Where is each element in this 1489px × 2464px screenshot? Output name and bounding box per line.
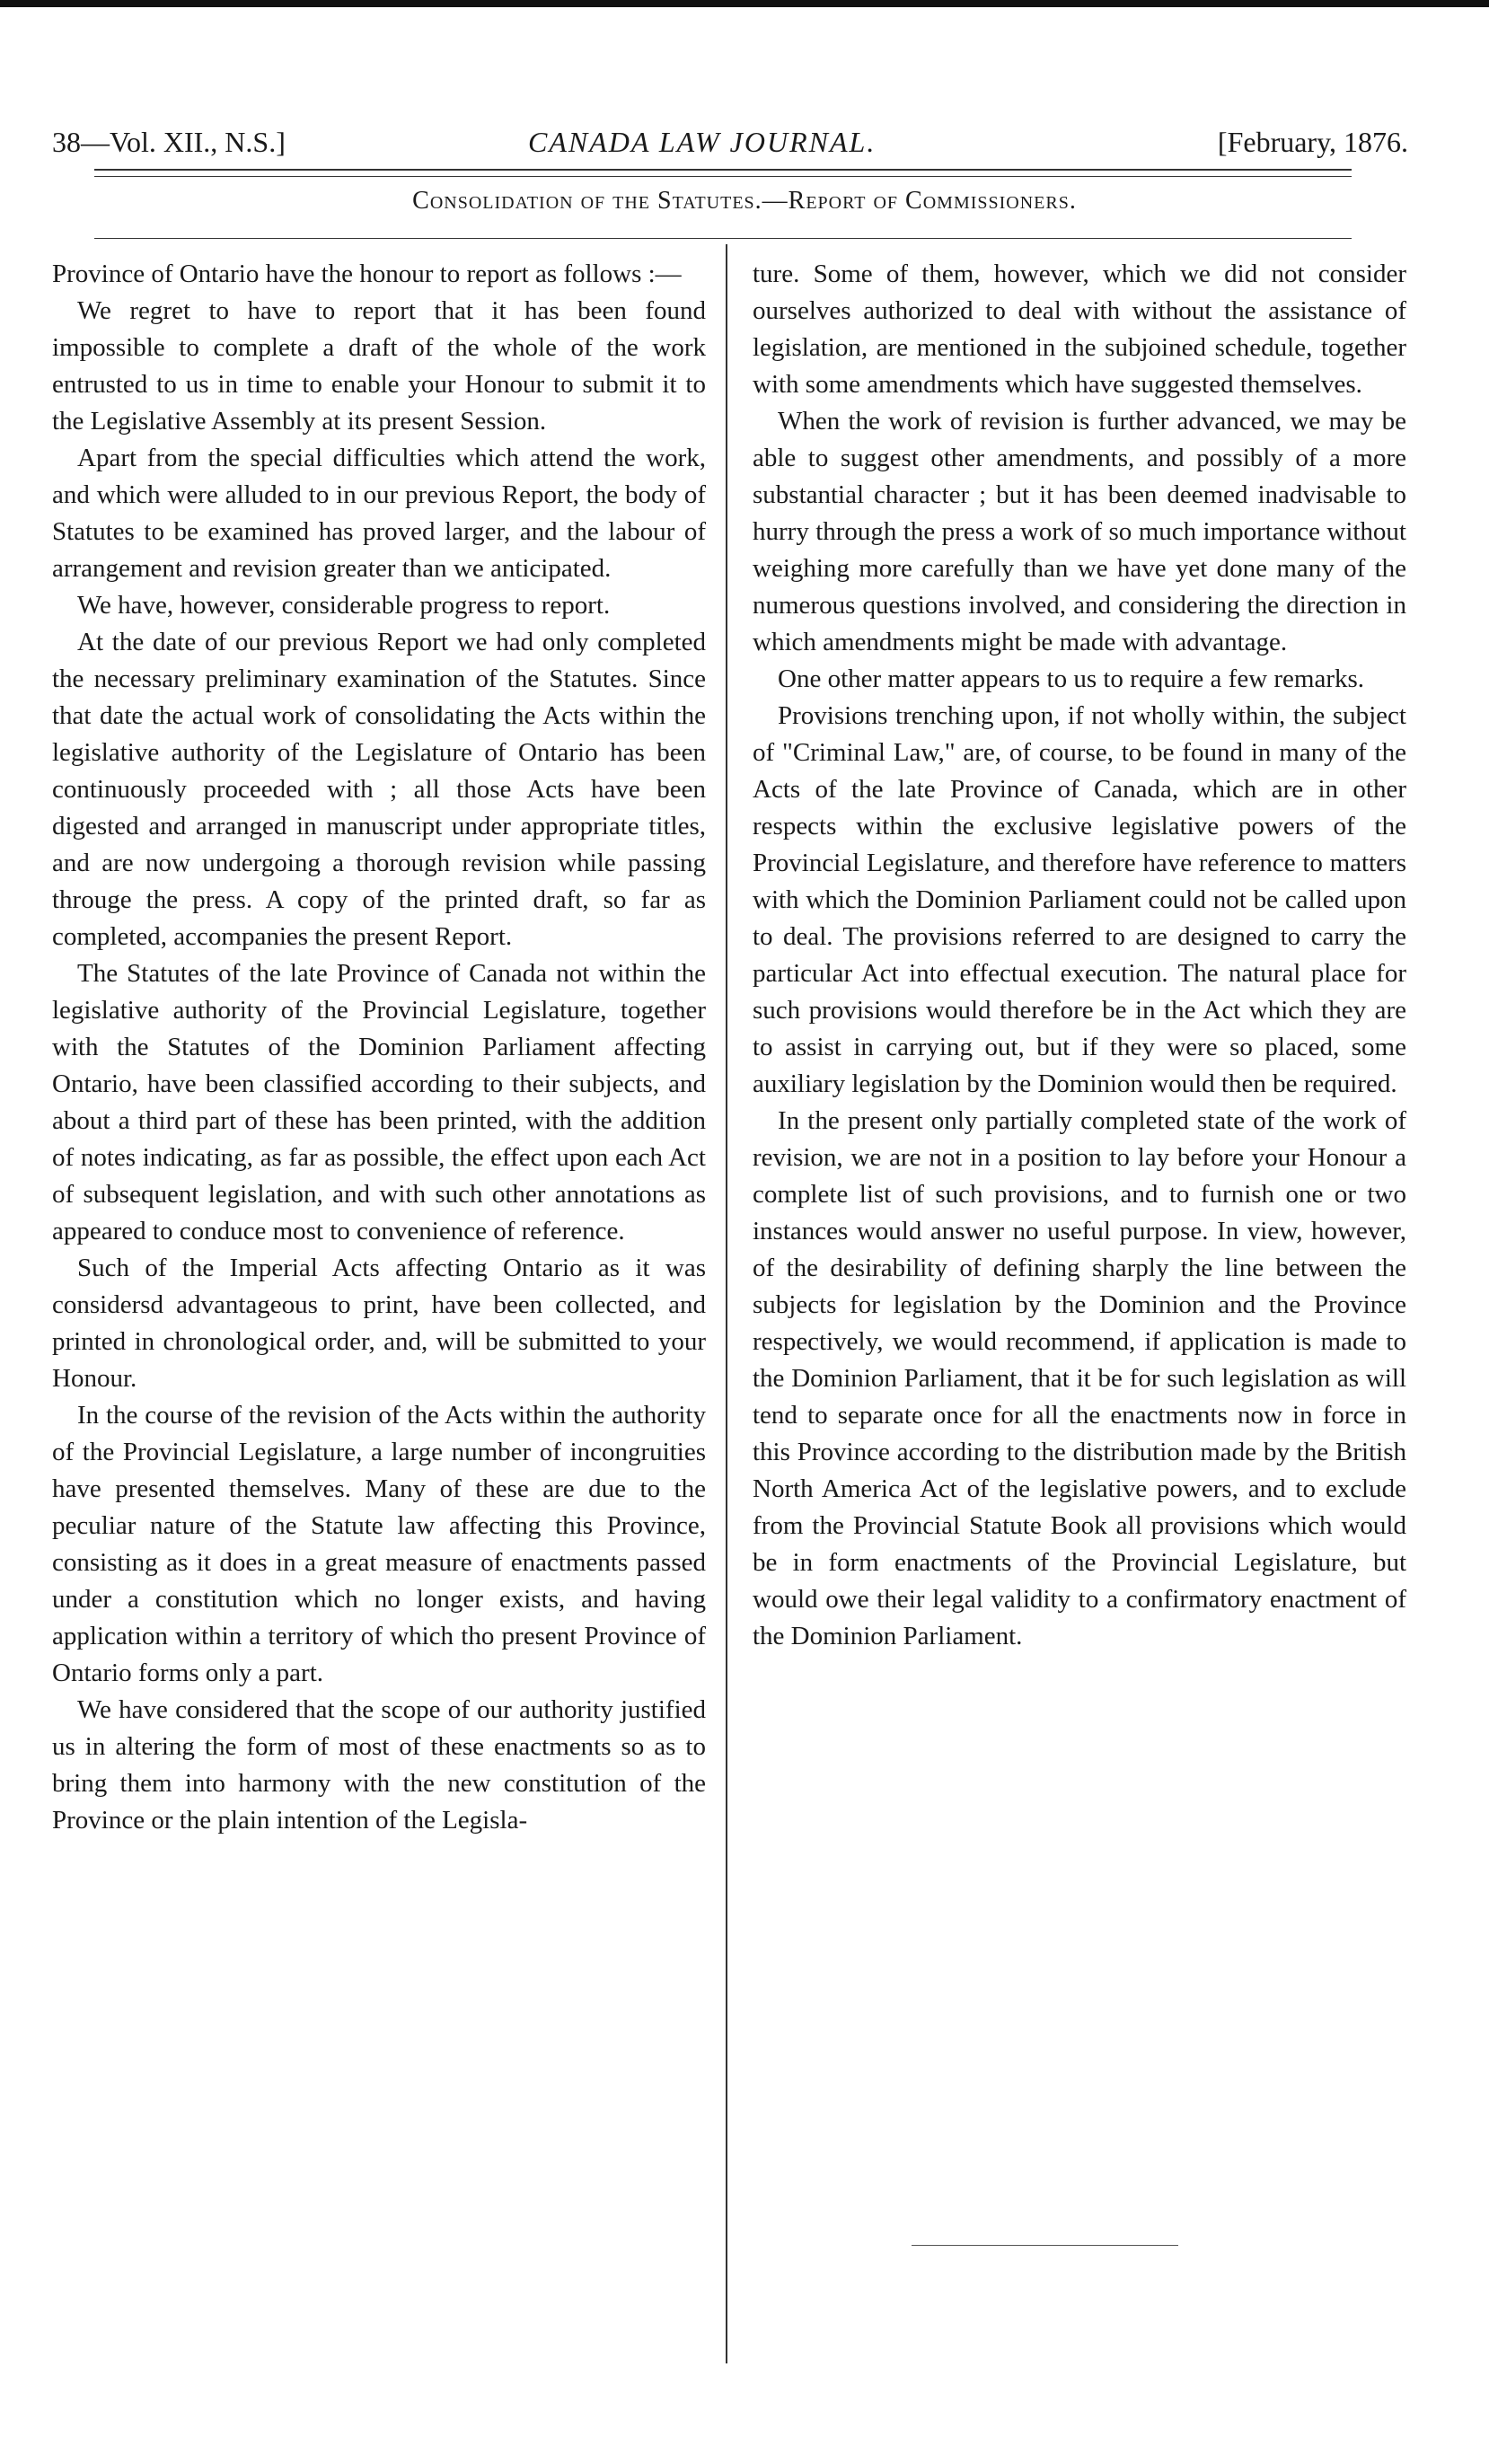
paragraph: The Statutes of the late Province of Canada not within the legislative authority of the Provincial Legislature, together with the Statutes of the Dominion Parliament affecting Ontario, have been classified according to their subjects, and about a third part of these has been printed, with the addition of notes indicating, as far as possible, the effect upon each Act of subsequent legislation, and with such other annotations as appeared to conduce most to convenience of reference. — [52, 959, 706, 1245]
header-rule — [94, 169, 1352, 171]
right-column — [753, 256, 1406, 1655]
paragraph: Apart from the special difficulties which attend the work, and which were alluded to in our previous Report, the body of Statutes to be examined has proved larger, and the labour of arrangement and revision greater than we anticipated. — [52, 444, 706, 583]
paragraph: Province of Ontario have the honour to report as follows :— — [52, 260, 682, 288]
paragraph: We regret to have to report that it has been found impossible to complete a draft of the whole of the work entrusted to us in time to enable your Honour to submit it to the Legislative Assembly at its present Session. — [52, 296, 706, 436]
header-rule-2 — [94, 176, 1352, 177]
running-header — [52, 126, 1408, 171]
issue-date: [February, 1876. — [1217, 126, 1408, 158]
paragraph: We have, however, considerable progress to report. — [77, 591, 611, 620]
column-divider — [726, 244, 727, 2363]
paragraph: In the present only partially completed state of the work of revision, we are not in a position to lay before your Honour a complete list of such provisions, and to furnish one or two instances would answer no useful purpose. In view, however, of the desirability of defining sharply the line between the subjects for legislation by the Dominion and the Province respectively, we would recommend, if application is made to the Dominion Parliament, that it be for such legislation as will tend to separate once for all the enactments now in force in this Province according to the distribution made by the British North America Act of the legislative powers, and to exclude from the Provincial Statute Book all provisions which would be in form enactments of the Provincial Legislature, but would owe their legal validity to a confirmatory enactment of the Dominion Parliament. — [753, 1106, 1406, 1650]
end-rule — [912, 2245, 1178, 2246]
paragraph: When the work of revision is further advanced, we may be able to suggest other amendments, and possibly of a more substantial character ; but it has been deemed inadvisable to hurry through the press a work of so much importance without weighing more carefully than we have yet done many of the numerous questions involved, and considering the direction in which amendments might be made with advantage. — [753, 407, 1406, 656]
left-column — [52, 256, 706, 1839]
scan-top-border — [0, 0, 1489, 7]
paragraph: One other matter appears to us to require a few remarks. — [778, 664, 1365, 693]
journal-title: CANADA LAW JOURNAL. — [528, 126, 877, 158]
title-rule — [94, 238, 1352, 239]
article-title: Consolidation of the Statutes.—Report of Commissioners. — [412, 187, 1077, 215]
paragraph: Such of the Imperial Acts affecting Ontario as it was considersd advantageous to print, have been collected, and printed in chronological order, and, will be submitted to your Honour. — [52, 1254, 706, 1393]
paragraph: We have considered that the scope of our authority justified us in altering the form of most of these enactments so as to bring them into harmony with the new constitution of the Province or the plain intention of the Legisla- — [52, 1695, 706, 1835]
paragraph: Provisions trenching upon, if not wholly within, the subject of "Criminal Law," are, of course, to be found in many of the Acts of the late Province of Canada, which are in other respects within the exclusive legislative powers of the Provincial Legislature, and therefore have reference to matters with which the Dominion Parliament could not be called upon to deal. The provisions referred to are designed to carry the particular Act into effectual execution. The natural place for such provisions would therefore be in the Act which they are to assist in carrying out, but if they were so placed, some auxiliary legislation by the Dominion would then be required. — [753, 701, 1406, 1098]
paragraph: At the date of our previous Report we had only completed the necessary preliminary examination of the Statutes. Since that date the actual work of consolidating the Acts within the legislative authority of the Legislature of Ontario has been continuously proceeded with ; all those Acts have been digested and arranged in manuscript under appropriate titles, and are now undergoing a thorough revision while passing througe the press. A copy of the printed draft, so far as completed, accompanies the present Report. — [52, 628, 706, 951]
page-volume: 38—Vol. XII., N.S.] — [52, 126, 286, 158]
paragraph: ture. Some of them, however, which we did not consider ourselves authorized to deal with without the assistance of legislation, are mentioned in the subjoined schedule, together with some amendments which have suggested themselves. — [753, 260, 1406, 399]
paragraph: In the course of the revision of the Acts within the authority of the Provincial Legislature, a large number of incongruities have presented themselves. Many of these are due to the peculiar nature of the Statute law affecting this Province, consisting as it does in a great measure of enactments passed under a constitution which no longer exists, and having application within a territory of which tho present Province of Ontario forms only a part. — [52, 1401, 706, 1687]
